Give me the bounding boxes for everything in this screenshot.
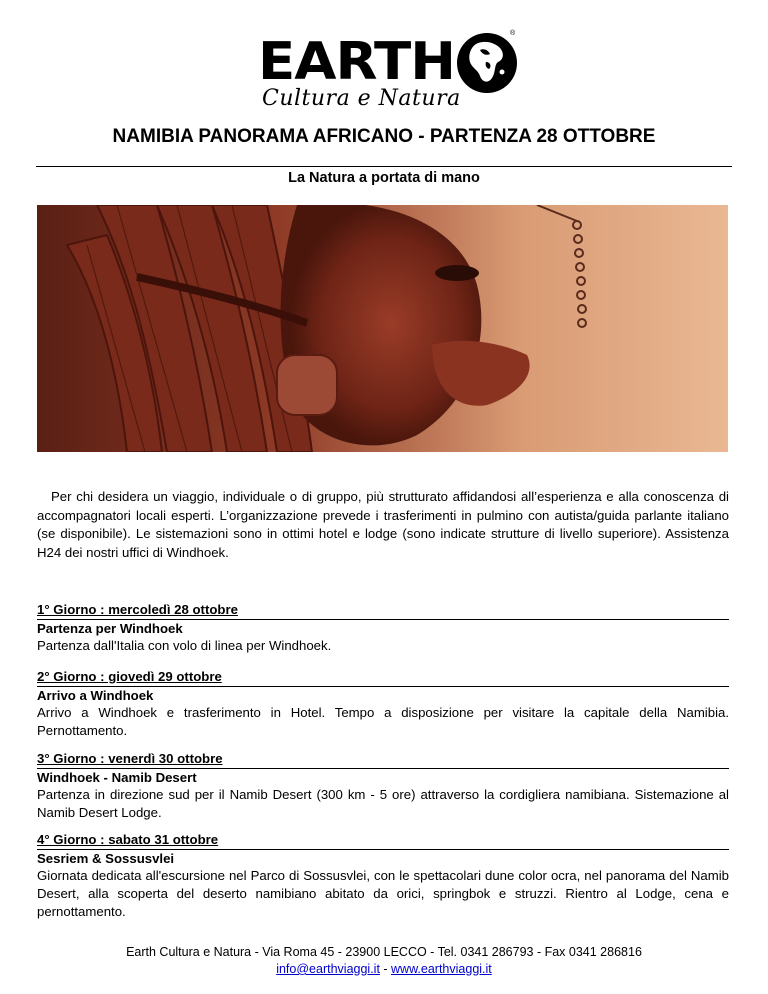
intro-paragraph: Per chi desidera un viaggio, individuale o di gruppo, più strutturato affidandosi all’esperienza e alla conoscenza di accompagnatori locali esperti. L’organizzazione prevede i trasferimenti in pulmino con autista/guida parlante italiano (se disponibile). Le sistemazioni sono in ottimi hotel e lodge (sono indicate strutture di livello superiore). Assistenza H24 dei nostri uffici di Windhoek. (37, 489, 729, 560)
logo-tagline: Cultura e Natura (262, 86, 461, 111)
day-place: Arrivo a Windhoek (37, 688, 154, 703)
page-subtitle: La Natura a portata di mano (288, 170, 480, 186)
footer-links (36, 961, 732, 978)
email-link[interactable]: info@earthviaggi.it (276, 962, 380, 976)
day-heading: 2° Giorno : giovedì 29 ottobre (37, 669, 222, 684)
day-place: Windhoek - Namib Desert (37, 770, 197, 785)
day-heading: 1° Giorno : mercoledì 28 ottobre (37, 602, 238, 617)
day-description: Partenza in direzione sud per il Namib Desert (300 km - 5 ore) attraverso la cordigliera namibiana. Sistemazione al Namib Desert Lodge. (37, 787, 729, 820)
day-divider (37, 686, 729, 687)
day-place: Sesriem & Sossusvlei (37, 851, 175, 866)
logo-wordmark: EARTH (258, 32, 455, 92)
day-divider (37, 768, 729, 769)
title-divider (36, 166, 732, 167)
page-title: NAMIBIA PANORAMA AFRICANO - PARTENZA 28 OTTOBRE (112, 126, 656, 147)
day-divider (37, 619, 729, 620)
day-description: Arrivo a Windhoek e trasferimento in Hotel. Tempo a disposizione per visitare la capitale della Namibia. Pernottamento. (37, 705, 729, 738)
day-place: Partenza per Windhoek (37, 621, 183, 636)
day-heading: 3° Giorno : venerdì 30 ottobre (37, 751, 223, 766)
footer-address: Earth Cultura e Natura - Via Roma 45 - 23900 LECCO - Tel. 0341 286793 - Fax 0341 286816 (126, 945, 642, 959)
day-description: Giornata dedicata all'escursione nel Parco di Sossusvlei, con le spettacolari dune color ocra, nel panorama del Namib Desert, alla scoperta del deserto namibiano abitato da orici, springbok e struzzi. Rientro al Lodge, cena e pernottamento. (37, 868, 729, 919)
day-divider (37, 849, 729, 850)
registered-mark: ® (510, 30, 516, 37)
itinerary-day-4 (37, 832, 729, 921)
earth-logo (258, 30, 522, 112)
day-heading: 4° Giorno : sabato 31 ottobre (37, 832, 219, 847)
footer-separator: - (379, 962, 392, 976)
day-description: Partenza dall'Italia con volo di linea per Windhoek. (37, 638, 332, 653)
globe-icon (456, 32, 518, 94)
itinerary-day-2 (37, 669, 729, 740)
hero-photo (37, 205, 728, 452)
itinerary-day-3 (37, 751, 729, 822)
itinerary-day-1 (37, 602, 729, 655)
page-footer (36, 944, 732, 978)
website-link[interactable]: www.earthviaggi.it (391, 962, 492, 976)
